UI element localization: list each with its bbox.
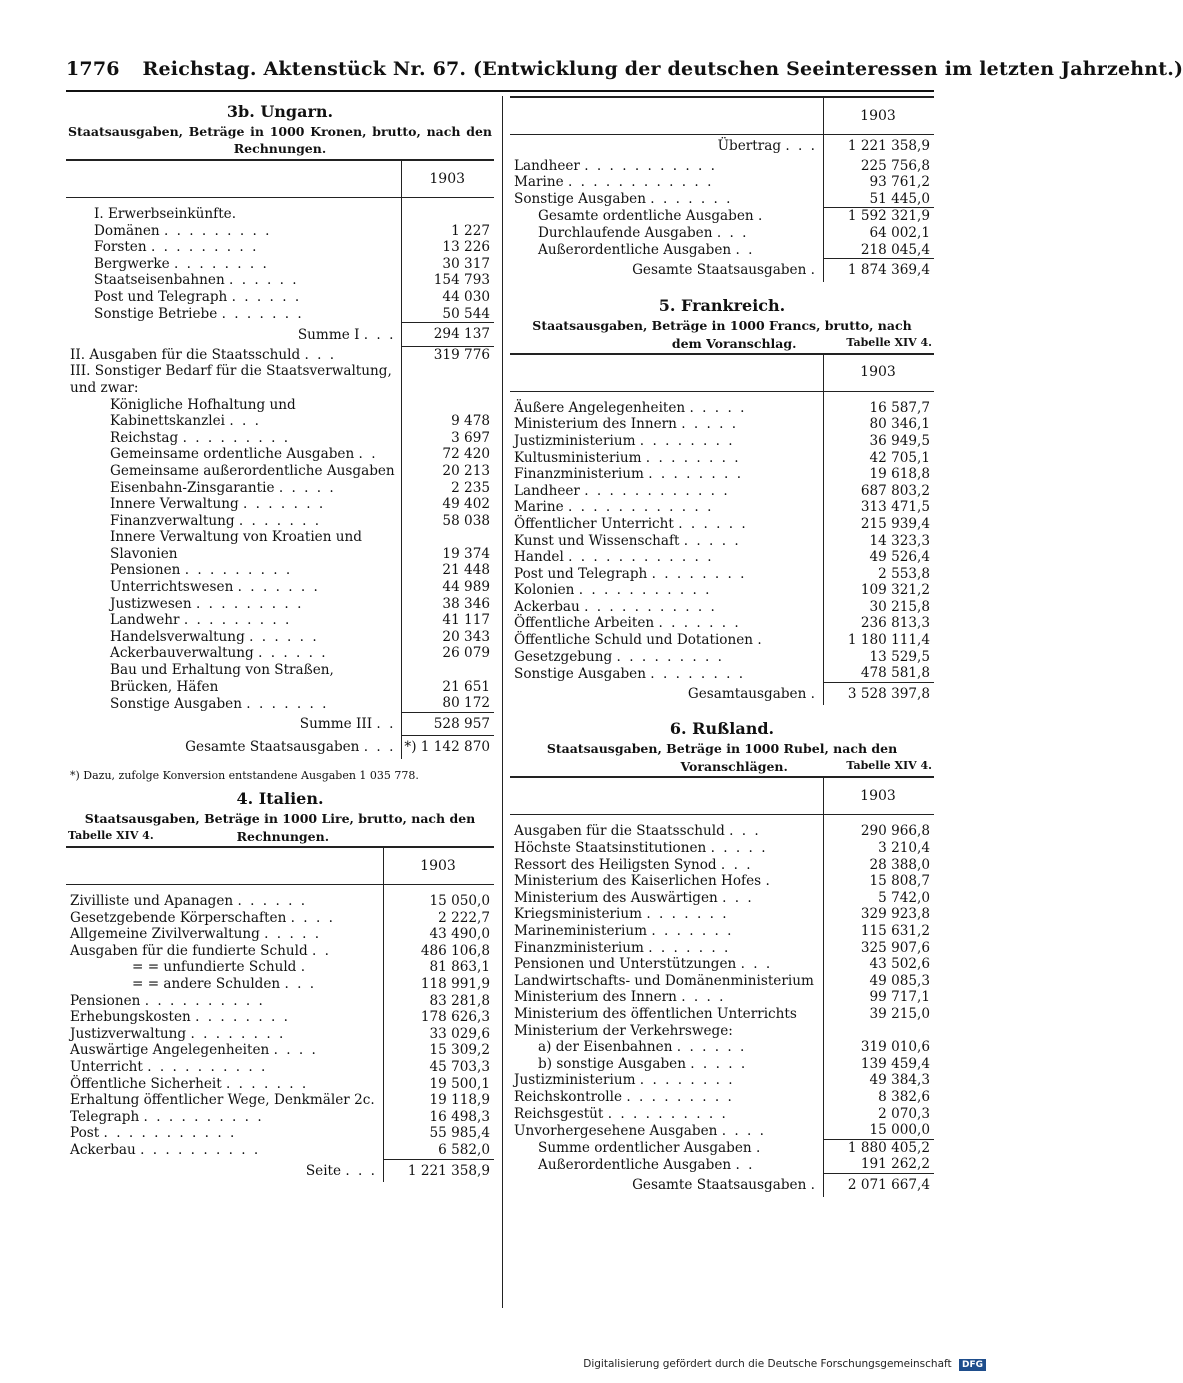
sum-label: Summe III [299,716,373,733]
table-row-label: Königliche Hofhaltung und Kabinettskanzlei [110,396,296,430]
subtitle-continuation: Rechnungen. [236,829,330,844]
table-row-label: Ministerium des Auswärtigen [514,889,718,906]
table-row-label: Öffentliche Schuld und Dotationen [514,632,754,649]
total-label: Gesamte Staatsausgaben [185,739,360,756]
table-row-label: Justizverwaltung [70,1025,187,1042]
table-row-value: 21 651 [402,662,494,695]
table-row-label: Außerordentliche Ausgaben [538,242,732,259]
table-row-value: 64 002,1 [824,225,935,242]
sum-value: 294 137 [402,323,494,347]
table-row-label: Öffentliche Sicherheit [70,1075,222,1092]
table-row-value: 80 172 [402,695,494,712]
table-row-value: 3 210,4 [824,840,935,857]
table-row-value: 83 281,8 [384,993,495,1010]
table-row-label: Innere Verwaltung [110,496,239,513]
page-header [66,58,1183,88]
table-row-value: 15 000,0 [824,1122,935,1139]
table-row-value: 45 703,3 [384,1059,495,1076]
table-row-value: 28 388,0 [824,857,935,874]
year-header: 1903 [384,847,495,885]
table-reference: Tabelle XIV 4. [846,335,932,349]
table-row-value: 1 180 111,4 [824,632,935,649]
table-row-value: 49 384,3 [824,1072,935,1089]
table-row-value: 13 529,5 [824,649,935,666]
table-row-value: 72 420 [402,446,494,463]
table-row-value: 58 038 [402,513,494,530]
table-row-label: Domänen [94,222,160,239]
table-row-label: Ackerbau [70,1142,136,1159]
table-row-label: Unterrichtswesen [110,579,234,596]
table-row-value: 51 445,0 [824,191,935,208]
table-row-label: = = unfundierte Schuld [132,959,297,976]
table-row-value: 42 705,1 [824,450,935,467]
table-reference: Tabelle XIV 4. [846,759,932,773]
header-rule [66,90,934,92]
table-row-value: 9 478 [402,397,494,430]
total-value: 2 071 667,4 [824,1173,935,1196]
table-row-label: Erhebungskosten [70,1009,191,1026]
table-row-value: 109 321,2 [824,582,935,599]
table-row-value: 3 697 [402,430,494,447]
table-row-value: 44 030 [402,289,494,306]
year-header: 1903 [824,97,935,135]
table-row-value: 178 626,3 [384,1009,495,1026]
subtitle-line2 [512,336,932,351]
table-row-value: 19 374 [402,529,494,562]
table-row-value: 6 582,0 [384,1142,495,1159]
table-frankreich: 1903 Äußere Angelegenheiten . . . . . 16 587,7 Ministerium des Innern . . . . . 80 346,1 Justizministerium . . . . . . . . 36 949,5 Kultusministerium . . . . . . . . 42 705,1 Finanzministerium . . . . . . . . 19 618,8 Landheer . . . . . . . . . . . . 687 803,2 Marine . . . . . . . . . . . . 313 471,5 Öffentlicher Unterricht . . . . . . 215 939,4 Kunst und Wissenschaft . . . . . 14 323,3 Handel . . . . . . . . . . . . 49 526,4 Post und Telegraph . . . . . . . . 2 553,8 Kolonien . . . . . . . . . . . 109 321,2 Ackerbau . . . . . . . . . . . 30 215,8 Öffentliche Arbeiten . . . . . . . 236 813,3 Öffentliche Schuld und Dotationen . 1 180 111,4 Gesetzgebung . . . . . . . . . 13 529,5 Sonstige Ausgaben . . . . . . . . 478 581,8 Gesamtausgaben . 3 528 397,8 [510,353,934,706]
table-row-value: 50 544 [402,306,494,323]
table-row-label: Telegraph [70,1108,140,1125]
table-row-label: Finanzministerium [514,466,644,483]
table-row-value: 19 618,8 [824,466,935,483]
table-row-value: 20 343 [402,629,494,646]
dfg-logo: DFG [959,1359,986,1371]
table-row-label: Ministerium des Innern [514,416,677,433]
table-row-label: Gesetzgebung [514,648,613,665]
total-label: Gesamte Staatsausgaben [632,1176,807,1193]
table-row-value: 8 382,6 [824,1089,935,1106]
total-value: 3 528 397,8 [824,682,935,705]
table-row-label: Ackerbauverwaltung [110,645,254,662]
table-row-value: 39 215,0 [824,1006,935,1023]
section-subtitle-frankreich: Staatsausgaben, Beträge in 1000 Francs, brutto, nach [532,317,912,333]
table-row-label: Landheer [514,482,580,499]
table-row-label: Finanzverwaltung [110,512,235,529]
table-row-value: 115 631,2 [824,923,935,940]
table-row-value: 15 050,0 [384,893,495,910]
table-row-value: 319 776 [402,346,494,363]
table-row-value: 2 235 [402,480,494,497]
table-row-value: 15 309,2 [384,1042,495,1059]
table-row-label: Ressort des Heiligsten Synod [514,856,717,873]
table-row-value: 43 502,6 [824,956,935,973]
table-row-value: 33 029,6 [384,1026,495,1043]
total-label: Gesamtausgaben [687,685,807,702]
section-title-ungarn: 3b. Ungarn. [226,102,334,121]
credit-text: Digitalisierung gefördert durch die Deutsche Forschungsgemeinschaft [583,1358,952,1370]
subtitle-line2 [68,829,492,844]
table-row-value: 19 500,1 [384,1076,495,1093]
table-row-value: 329 923,8 [824,906,935,923]
table-row-label: Höchste Staatsinstitutionen [514,840,707,857]
table-row-label: Pensionen [70,992,141,1009]
table-row-label: Post [70,1125,100,1142]
year-header: 1903 [824,354,935,392]
table-row-label: Handel [514,549,564,566]
table-row-label: Gemeinsame ordentliche Ausgaben [110,446,355,463]
table-row-label: Ackerbau [514,598,580,615]
table-row-label: Bau und Erhaltung von Straßen, Brücken, Häfen [110,662,334,695]
table-row-label: Äußere Angelegenheiten [514,399,686,416]
column-divider [502,96,503,1308]
table-row-value: 93 761,2 [824,174,935,191]
table-row-label: Justizministerium [514,1072,636,1089]
table-row-label: Gesetzgebende Körperschaften [70,909,287,926]
table-row-value: 49 085,3 [824,973,935,990]
table-row-label: Reichstag [110,429,179,446]
table-row-label: Finanzministerium [514,939,644,956]
table-row-value: 319 010,6 [824,1039,935,1056]
table-row-value: 81 863,1 [384,959,495,976]
table-row-label: Handelsverwaltung [110,628,245,645]
table-row-value: 486 106,8 [384,943,495,960]
page-sum-label: Seite [305,1162,342,1179]
table-row-label: Reichsgestüt [514,1105,604,1122]
table-row-label: Marine [514,499,564,516]
sum-value: 528 957 [402,712,494,736]
table-row-label: Kolonien [514,582,575,599]
section-title-italien: 4. Italien. [236,789,324,808]
table-row-value: 1 227 [402,223,494,240]
table-row-label: Reichskontrolle [514,1088,623,1105]
table-row-value [402,363,494,396]
table-row-value: 16 498,3 [384,1109,495,1126]
table-row-value: 687 803,2 [824,483,935,500]
table-row-label: = = andere Schulden [132,975,281,992]
table-row-label: Justizministerium [514,432,636,449]
table-row-value: 21 448 [402,562,494,579]
table-row-value: 225 756,8 [824,158,935,175]
table-row-label: Ministerium des Kaiserlichen Hofes [514,873,762,890]
table-row-label: Pensionen [110,562,181,579]
table-row-value: 236 813,3 [824,615,935,632]
table-row-label: Kultusministerium [514,449,642,466]
table-row-label: Landwehr [110,612,180,629]
table-row-value: 191 262,2 [824,1156,935,1173]
total-label: Gesamte Staatsausgaben [632,262,807,279]
table-row-label: Sonstige Ausgaben [110,695,242,712]
table-row-label: Kunst und Wissenschaft [514,532,680,549]
table-row-label: Kriegsministerium [514,906,643,923]
table-row-label: Forsten [94,239,147,256]
table-row-value: 80 346,1 [824,416,935,433]
table-row-label: Ausgaben für die Staatsschuld [514,823,725,840]
table-row-value: 99 717,1 [824,989,935,1006]
table-row-value: 43 490,0 [384,926,495,943]
table-row-value: 49 402 [402,496,494,513]
table-russland: 1903 Ausgaben für die Staatsschuld . . . 290 966,8 Höchste Staatsinstitutionen . . . . . 3 210,4 Ressort des Heiligsten Synod . . . 28 388,0 Ministerium des Kaiserlichen Hofes . 15 808,7 Ministerium des Auswärtigen . . . 5 742,0 Kriegsministerium . . . . . . . 329 923,8 Marineministerium . . . . . . . 115 631,2 Finanzministerium . . . . . . . 325 907,6 Pensionen und Unterstützungen . . . 43 502,6 Landwirtschafts- und Domänenministerium 49 085,3 Ministerium des Innern . . . . 99 717,1 Ministerium des öffentlichen Unterrichts 39 215,0 Ministerium der Verkehrswege: a) der Eisenbahnen . . . . . . 319 010,6 b) sonstige Ausgaben . . . . . 139 459,4 Justizministerium . . . . . . . . 49 384,3 Reichskontrolle . . . . . . . . . 8 382,6 Reichsgestüt . . . . . . . . . . 2 070,3 Unvorhergesehene Ausgaben . . . . 15 000,0 Summe ordentlicher Ausgaben . 1 880 405,2 Außerordentliche Ausgaben . . 191 262,2 Gesamte Staatsausgaben . 2 071 667,4 [510,776,934,1196]
section-subtitle-italien: Staatsausgaben, Beträge in 1000 Lire, brutto, nach den [84,811,476,826]
table-row-label: a) der Eisenbahnen [538,1039,673,1056]
table-row-value: 139 459,4 [824,1056,935,1073]
table-row-label: Sonstige Betriebe [94,306,218,323]
table-row-label: Ministerium des öffentlichen Unterrichts [514,1005,797,1022]
page-sum-value: 1 221 358,9 [384,1159,495,1182]
table-row-label: III. Sonstiger Bedarf für die Staatsverwaltung, und zwar: [70,363,392,396]
section-subtitle-russland: Staatsausgaben, Beträge in 1000 Rubel, nach den [546,741,898,757]
section-subtitle-ungarn: Staatsausgaben, Beträge in 1000 Kronen, brutto, nach den Rechnungen. [68,124,492,156]
table-row-label: Unterricht [70,1058,143,1075]
sum-value: 1 880 405,2 [824,1139,935,1156]
table-row-label: Landheer [514,157,580,174]
table-row-value: 2 222,7 [384,910,495,927]
table-italien: 1903 Zivilliste und Apanagen . . . . . . 15 050,0 Gesetzgebende Körperschaften . . . . 2 222,7 Allgemeine Zivilverwaltung . . . . . 43 490,0 Ausgaben für die fundierte Schuld . . 486 106,8 = = unfundierte Schuld . 81 863,1 = = andere Schulden . . . 118 991,9 Pensionen . . . . . . . . . . 83 281,8 Erhebungskosten . . . . . . . . 178 626,3 Justizverwaltung . . . . . . . . 33 029,6 Auswärtige Angelegenheiten . . . . 15 309,2 Unterricht . . . . . . . . . . 45 703,3 Öffentliche Sicherheit . . . . . . . 19 500,1 Erhaltung öffentlicher Wege, Denkmäler 2c. 19 118,9 Telegraph . . . . . . . . . . 16 498,3 Post . . . . . . . . . . . 55 985,4 Ackerbau . . . . . . . . . . 6 582,0 Seite . . . 1 221 358,9 [66,846,494,1182]
table-row-value [824,1023,935,1040]
sum-label: Summe ordentlicher Ausgaben [538,1139,752,1156]
table-row-label: Öffentlicher Unterricht [514,515,674,532]
table-row-value: 38 346 [402,596,494,613]
table-row-value: 49 526,4 [824,549,935,566]
table-row-label: b) sonstige Ausgaben [538,1055,686,1072]
table-row-value: 15 808,7 [824,873,935,890]
table-row-label: I. Erwerbseinkünfte. [94,206,237,222]
table-row-value [402,206,494,223]
total-value: *) 1 142 870 [402,736,494,759]
table-row-value: 154 793 [402,272,494,289]
table-row-label: Allgemeine Zivilverwaltung [70,926,260,943]
table-row-label: Gesamte ordentliche Ausgaben [538,208,754,225]
year-header: 1903 [824,777,935,815]
table-row-label: Staatseisenbahnen [94,272,225,289]
table-row-value: 16 587,7 [824,400,935,417]
table-row-value: 2 553,8 [824,566,935,583]
table-row-label: Durchlaufende Ausgaben [538,224,713,241]
table-row-value: 41 117 [402,612,494,629]
table-row-label: Pensionen und Unterstützungen [514,956,737,973]
page-number: 1776 [66,58,120,80]
year-header: 1903 [402,160,494,198]
table-row-label: Post und Telegraph [514,565,648,582]
table-row-label: Ministerium der Verkehrswege: [514,1022,733,1039]
table-row-value: 30 215,8 [824,599,935,616]
table-ungarn: 1903 I. Erwerbseinkünfte. Domänen . . . . . . . . . 1 227 Forsten . . . . . . . . . 13 226 Bergwerke . . . . . . . . 30 317 Staatseisenbahnen . . . . . . 154 793 Post und Telegraph . . . . . . 44 030 Sonstige Betriebe . . . . . . . 50 544 Summe I . . . 294 137 II. Ausgaben für die Staatsschuld . . . 319 776 III. Sonstiger Bedarf für die Staatsverwaltung, und zwar: Königliche Hofhaltung und Kabinettskanzlei . . . 9 478 Reichstag . . . . . . . . . 3 697 Gemeinsame ordentliche Ausgaben . . 72 420 Gemeinsame außerordentliche Ausgaben 20 213 Eisenbahn-Zinsgarantie . . . . . 2 235 Innere Verwaltung . . . . . . . 49 402 Finanzverwaltung . . . . . . . 58 038 Innere Verwaltung von Kroatien und Slavonien 19 374 Pensionen . . . . . . . . . 21 448 Unterrichtswesen . . . . . . . 44 989 Justizwesen . . . . . . . . . 38 346 Landwehr . . . . . . . . . 41 117 Handelsverwaltung . . . . . . 20 343 Ackerbauverwaltung . . . . . . 26 079 Bau und Erhaltung von Straßen, Brücken, Häfen 21 651 Sonstige Ausgaben . . . . . . . 80 172 Summe III . . 528 957 Gesamte Staatsausgaben . . . *) 1 142 870 [66,159,494,759]
table-row-value: 44 989 [402,579,494,596]
table-row-value: 313 471,5 [824,499,935,516]
table-row-value: 118 991,9 [384,976,495,993]
carry-over-value: 1 221 358,9 [824,135,935,158]
subtitle-continuation: Voranschlägen. [680,759,788,775]
table-row-value: 14 323,3 [824,533,935,550]
right-column [510,96,934,1197]
table-row-label: Auswärtige Angelegenheiten [70,1042,270,1059]
table-row-value: 290 966,8 [824,823,935,840]
table-row-value: 30 317 [402,256,494,273]
table-row-label: Bergwerke [94,255,170,272]
table-row-value: 478 581,8 [824,665,935,682]
table-row-label: Innere Verwaltung von Kroatien und Slavonien [110,529,363,562]
table-row-label: Öffentliche Arbeiten [514,615,655,632]
table-row-value: 218 045,4 [824,242,935,259]
carry-over-label: Übertrag [717,138,782,154]
subtitle-line2 [512,759,932,774]
digitization-credit [583,1358,986,1371]
section-title-russland: 6. Rußland. [669,719,775,739]
table-row-label: Post und Telegraph [94,288,228,305]
table-row-label: Landwirtschafts- und Domänenministerium [514,972,814,989]
table-row-value: 215 939,4 [824,516,935,533]
table-row-label: Marineministerium [514,923,647,939]
table-row-label: Justizwesen [110,595,192,612]
table-row-value: 5 742,0 [824,890,935,907]
table-italien-continued: 1903 Übertrag . . . 1 221 358,9 Landheer . . . . . . . . . . . 225 756,8 Marine . . . . . . . . . . . . 93 761,2 Sonstige Ausgaben . . . . . . . 51 445,0 Gesamte ordentliche Ausgaben . 1 592 321,9 Durchlaufende Ausgaben . . . 64 002,1 Außerordentliche Ausgaben . . 218 045,4 Gesamte Staatsausgaben . 1 874 369,4 [510,96,934,282]
table-row-value: 19 118,9 [384,1092,495,1109]
table-row-value: 20 213 [402,463,494,480]
table-reference: Tabelle XIV 4. [68,829,154,842]
table-row-label: Sonstige Ausgaben [514,191,646,208]
table-row-label: Sonstige Ausgaben [514,665,646,682]
table-row-value: 325 907,6 [824,940,935,957]
table-row-value: 55 985,4 [384,1125,495,1142]
page-title: Reichstag. Aktenstück Nr. 67. (Entwicklung der deutschen Seeinteressen im letzten Jahrzehnt.) [142,58,1183,80]
sum-label: Summe I [297,326,360,343]
left-column [66,96,494,1182]
table-row-label: Eisenbahn-Zinsgarantie [110,479,275,496]
table-row-value: 26 079 [402,645,494,662]
table-row-label: Zivilliste und Apanagen [70,893,234,909]
table-row-value: 36 949,5 [824,433,935,450]
table-row-label: II. Ausgaben für die Staatsschuld [70,346,301,363]
table-row-label: Erhaltung öffentlicher Wege, Denkmäler 2c. [70,1092,375,1109]
footnote: *) Dazu, zufolge Konversion entstandene Ausgaben 1 035 778. [70,769,419,782]
table-row-value: 13 226 [402,239,494,256]
table-row-label: Außerordentliche Ausgaben [538,1156,732,1173]
total-value: 1 874 369,4 [824,259,935,282]
table-row-label: Ministerium des Innern [514,989,677,1006]
table-row-label: Ausgaben für die fundierte Schuld [70,942,308,959]
table-row-value: 2 070,3 [824,1106,935,1123]
table-row-value: 1 592 321,9 [824,208,935,225]
section-title-frankreich: 5. Frankreich. [658,295,786,315]
table-row-label: Marine [514,174,564,191]
table-row-label: Gemeinsame außerordentliche Ausgaben [110,462,395,479]
table-row-label: Unvorhergesehene Ausgaben [514,1122,718,1139]
subtitle-continuation: dem Voranschlag. [671,335,797,351]
